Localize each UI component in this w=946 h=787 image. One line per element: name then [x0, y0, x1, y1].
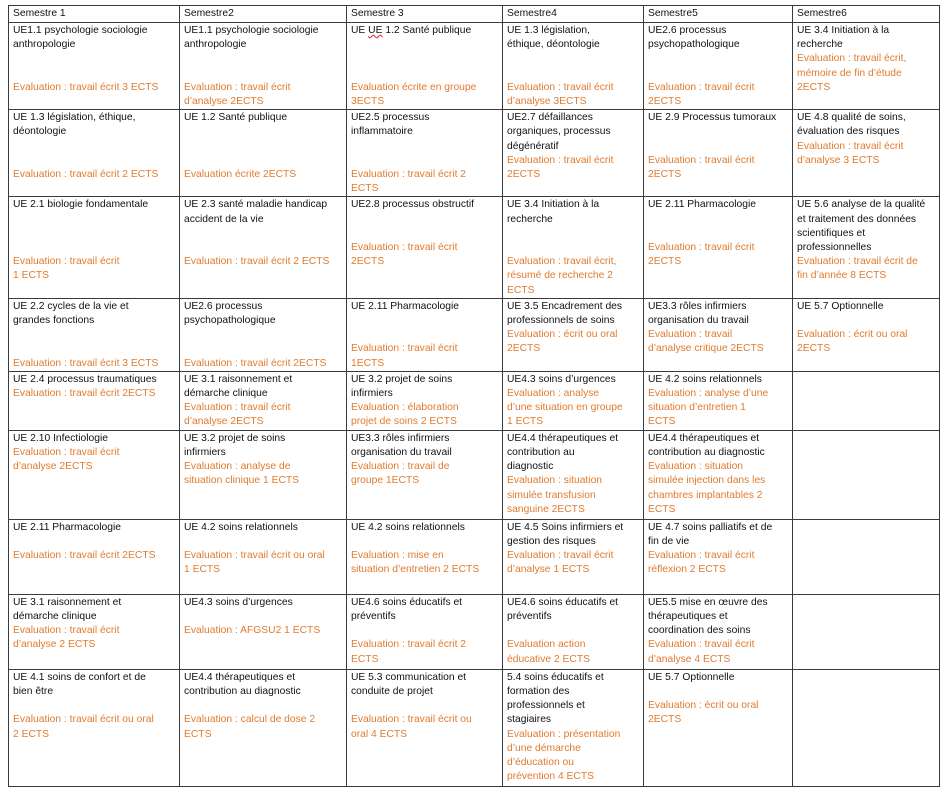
table-cell [347, 669, 503, 786]
ue-evaluation: Evaluation : travail écrit d’analyse 4 ECTS [648, 639, 755, 665]
ue-evaluation: Evaluation : travail écrit 2 ECTS [13, 169, 159, 181]
ue-title: UE1.1 psychologie sociologie anthropologie [13, 25, 148, 51]
ue-evaluation: Evaluation : travail écrit, résumé de recherche 2 ECTS [507, 256, 617, 296]
table-cell [180, 519, 347, 594]
table-row [9, 519, 940, 594]
ue-title: UE4.4 thérapeutiques et contribution au diagnostic [648, 432, 765, 459]
ue-title: UE4.3 soins d’urgences [507, 373, 616, 385]
ue-evaluation: Evaluation : travail écrit 3 ECTS [13, 81, 159, 93]
ue-evaluation: Evaluation : travail écrit d’analyse 1 ECTS [507, 550, 614, 576]
table-cell [644, 23, 793, 110]
table-cell [180, 669, 347, 786]
ue-title: UE2.8 processus obstructif [351, 199, 475, 211]
ue-title: UE3.3 rôles infirmiers organisation du travail [351, 432, 452, 459]
spellcheck-underline: UE [368, 25, 383, 36]
table-cell [644, 197, 793, 298]
ue-title: UE 4.2 soins relationnels [184, 521, 298, 533]
ue-title: UE2.6 processus psychopathologique [648, 25, 740, 51]
ue-evaluation: Evaluation : travail écrit d’analyse 2ECTS [13, 447, 120, 473]
ue-evaluation: Evaluation : analyse de situation clinique 1 ECTS [184, 461, 300, 487]
ue-evaluation: Evaluation : écrit ou oral 2ECTS [648, 700, 759, 726]
ue-title: UE2.7 défaillances organiques, processus dégénératif [507, 112, 611, 152]
ue-evaluation: Evaluation : analyse d’une situation d’entretien 1 ECTS [648, 388, 769, 428]
table-cell [347, 519, 503, 594]
ue-evaluation: Evaluation : travail écrit 2ECTS [184, 357, 327, 369]
ue-evaluation: Evaluation : travail écrit d’analyse 2 ECTS [13, 625, 120, 651]
ue-title: UE 2.11 Pharmacologie [351, 300, 459, 312]
ue-title: UE 4.1 soins de confort et de bien être [13, 671, 146, 698]
ue-evaluation: Evaluation : travail écrit 2ECTS [351, 242, 458, 268]
empty-cell [793, 519, 940, 594]
table-cell [9, 371, 180, 430]
ue-evaluation: Evaluation : travail écrit ou oral 4 ECTS [351, 714, 472, 740]
ue-evaluation: Evaluation : travail écrit, mémoire de fin d’étude 2ECTS [797, 53, 907, 93]
table-cell [180, 110, 347, 197]
ue-evaluation: Evaluation écrite 2ECTS [184, 169, 297, 181]
ue-evaluation: Evaluation : travail écrit 2ECTS [648, 154, 755, 181]
ue-title: UE 1.3 législation, éthique, déontologie [507, 25, 600, 51]
table-cell [503, 197, 644, 298]
ue-evaluation: Evaluation écrite en groupe 3ECTS [351, 81, 477, 108]
table-row [9, 23, 940, 110]
table-cell [9, 298, 180, 371]
ue-title: UE4.4 thérapeutiques et contribution au diagnostic [184, 671, 301, 698]
table-cell [180, 594, 347, 669]
ue-evaluation: Evaluation : analyse d’une situation en groupe 1 ECTS [507, 388, 623, 428]
ue-title: UE 2.10 Infectiologie [13, 432, 109, 444]
table-cell [644, 669, 793, 786]
empty-cell [793, 371, 940, 430]
ue-evaluation: Evaluation : travail écrit 2ECTS [507, 154, 614, 181]
ue-evaluation: Evaluation : travail écrit d’analyse 3 ECTS [797, 140, 904, 166]
table-cell [503, 594, 644, 669]
ue-evaluation: Evaluation : travail écrit réflexion 2 ECTS [648, 550, 755, 576]
table-cell [644, 519, 793, 594]
table-cell [503, 298, 644, 371]
table-cell [503, 371, 644, 430]
ue-title: 5.4 soins éducatifs et formation des professionnels et stagiaires [507, 671, 604, 726]
table-cell [644, 110, 793, 197]
table-cell [347, 594, 503, 669]
ue-title: UE 3.1 raisonnement et démarche clinique [184, 373, 293, 400]
table-cell [793, 110, 940, 197]
ue-title: UE 3.5 Encadrement des professionnels de soins [507, 300, 623, 327]
ue-title: UE 3.1 raisonnement et démarche clinique [13, 596, 122, 623]
table-row [9, 298, 940, 371]
ue-title: UE3.3 rôles infirmiers organisation du travail [648, 300, 749, 327]
ue-evaluation: Evaluation : travail écrit 1ECTS [351, 343, 458, 369]
table-cell [644, 430, 793, 519]
ue-title: UE 4.2 soins relationnels [648, 373, 762, 385]
header-semestre-2: Semestre2 [180, 6, 347, 23]
ue-evaluation: Evaluation : AFGSU2 1 ECTS [184, 625, 321, 637]
table-cell [793, 197, 940, 298]
table-cell [180, 371, 347, 430]
table-cell [347, 110, 503, 197]
ue-title: UE 2.11 Pharmacologie [648, 199, 756, 211]
table-cell [503, 669, 644, 786]
header-semestre-3: Semestre 3 [347, 6, 503, 23]
empty-cell [793, 594, 940, 669]
ue-evaluation: Evaluation : travail écrit 2 ECTS [351, 169, 467, 195]
table-cell [503, 23, 644, 110]
ue-title: UE 4.7 soins palliatifs et de fin de vie [648, 521, 773, 548]
ue-evaluation: Evaluation : travail écrit 3 ECTS [13, 357, 159, 369]
ue-evaluation: Evaluation : travail écrit 2ECTS [13, 388, 156, 400]
table-cell [9, 594, 180, 669]
empty-cell [793, 669, 940, 786]
header-row [9, 6, 940, 23]
table-cell [347, 371, 503, 430]
ue-title: UE UE 1.2 Santé publique [351, 25, 472, 36]
ue-evaluation: Evaluation : travail d’analyse critique 2ECTS [648, 329, 764, 355]
ue-evaluation: Evaluation : écrit ou oral 2ECTS [797, 329, 908, 355]
ue-evaluation: Evaluation : travail écrit ou oral 1 ECTS [184, 550, 325, 576]
ue-evaluation: Evaluation : calcul de dose 2 ECTS [184, 714, 316, 740]
ue-title: UE 1.3 législation, éthique, déontologie [13, 112, 136, 138]
table-cell [180, 430, 347, 519]
ue-title: UE 5.7 Optionnelle [648, 671, 735, 683]
table-cell [9, 430, 180, 519]
table-cell [180, 298, 347, 371]
ue-title: UE 4.8 qualité de soins, évaluation des risques [797, 112, 906, 138]
ue-title: UE 2.4 processus traumatiques [13, 373, 157, 385]
table-row [9, 197, 940, 298]
ue-evaluation: Evaluation : travail écrit 2ECTS [648, 81, 755, 108]
table-cell [9, 669, 180, 786]
ue-evaluation: Evaluation : travail écrit d’analyse 2ECTS [184, 81, 291, 108]
table-cell [347, 23, 503, 110]
empty-cell [793, 430, 940, 519]
table-row [9, 371, 940, 430]
table-cell [644, 371, 793, 430]
ue-title: UE 4.5 Soins infirmiers et gestion des risques [507, 521, 624, 548]
ue-evaluation: Evaluation : travail écrit 1 ECTS [13, 256, 120, 282]
ue-title: UE1.1 psychologie sociologie anthropologie [184, 25, 319, 51]
table-row [9, 110, 940, 197]
table-cell [347, 430, 503, 519]
ue-evaluation: Evaluation : travail écrit 2ECTS [13, 550, 156, 562]
table-row [9, 669, 940, 786]
ue-title: UE5.5 mise en œuvre des thérapeutiques et coordination des soins [648, 596, 768, 637]
ue-title: UE 2.9 Processus tumoraux [648, 112, 777, 124]
ue-title: UE 2.11 Pharmacologie [13, 521, 121, 533]
ue-title: UE4.6 soins éducatifs et préventifs [351, 596, 463, 623]
table-cell [9, 519, 180, 594]
ue-title: UE 4.2 soins relationnels [351, 521, 465, 533]
table-cell [503, 430, 644, 519]
table-cell [503, 519, 644, 594]
ue-title: UE 5.7 Optionnelle [797, 300, 884, 312]
table-cell [9, 23, 180, 110]
ue-title: UE 2.2 cycles de la vie et grandes fonctions [13, 300, 129, 327]
ue-evaluation: Evaluation : écrit ou oral 2ECTS [507, 329, 618, 355]
ue-title: UE 3.4 Initiation à la recherche [507, 199, 600, 225]
ue-evaluation: Evaluation : travail écrit ou oral 2 ECTS [13, 714, 154, 740]
ue-evaluation: Evaluation : mise en situation d’entretien 2 ECTS [351, 550, 480, 576]
ue-evaluation: Evaluation : travail écrit d’analyse 2ECTS [184, 402, 291, 428]
ue-title: UE 5.6 analyse de la qualité et traitement des données scientifiques et professionnelles [797, 199, 926, 254]
ue-title: UE 3.2 projet de soins infirmiers [184, 432, 286, 459]
ue-evaluation: Evaluation : travail écrit 2 ECTS [184, 256, 330, 268]
table-cell [644, 298, 793, 371]
table-cell [9, 110, 180, 197]
ue-evaluation: Evaluation : travail écrit 2 ECTS [351, 639, 467, 665]
ue-evaluation: Evaluation : travail de groupe 1ECTS [351, 461, 450, 487]
table-cell [644, 594, 793, 669]
ue-title: UE 5.3 communication et conduite de projet [351, 671, 467, 698]
table-cell [9, 197, 180, 298]
ue-evaluation: Evaluation : travail écrit de fin d’année 8 ECTS [797, 256, 918, 282]
ue-title: UE4.4 thérapeutiques et contribution au diagnostic [507, 432, 619, 473]
table-cell [793, 298, 940, 371]
ue-title: UE 3.2 projet de soins infirmiers [351, 373, 453, 400]
ue-evaluation: Evaluation : situation simulée injection dans les chambres implantables 2 ECTS [648, 461, 766, 515]
curriculum-table [8, 5, 940, 787]
table-row [9, 430, 940, 519]
ue-evaluation: Evaluation : présentation d’une démarche d’éducation ou prévention 4 ECTS [507, 728, 621, 783]
ue-evaluation: Evaluation : élaboration projet de soins 2 ECTS [351, 402, 459, 428]
ue-title: UE 2.1 biologie fondamentale [13, 199, 149, 211]
ue-evaluation: Evaluation : situation simulée transfusion sanguine 2ECTS [507, 475, 603, 515]
ue-title: UE4.6 soins éducatifs et préventifs [507, 596, 619, 623]
ue-title: UE 2.3 santé maladie handicap accident de la vie [184, 199, 328, 225]
header-semestre-5: Semestre5 [644, 6, 793, 23]
table-cell [503, 110, 644, 197]
table-cell [347, 298, 503, 371]
table-row [9, 594, 940, 669]
header-semestre-6: Semestre6 [793, 6, 940, 23]
table-cell [180, 23, 347, 110]
table-cell [347, 197, 503, 298]
ue-title: UE2.6 processus psychopathologique [184, 300, 276, 327]
ue-title: UE2.5 processus inflammatoire [351, 112, 430, 138]
ue-evaluation: Evaluation action éducative 2 ECTS [507, 639, 590, 665]
ue-title: UE 1.2 Santé publique [184, 112, 288, 124]
ue-evaluation: Evaluation : travail écrit 2ECTS [648, 242, 755, 268]
ue-title: UE4.3 soins d’urgences [184, 596, 293, 608]
ue-title: UE 3.4 Initiation à la recherche [797, 25, 890, 51]
table-cell [180, 197, 347, 298]
header-semestre-4: Semestre4 [503, 6, 644, 23]
ue-evaluation: Evaluation : travail écrit d’analyse 3ECTS [507, 81, 614, 108]
table-cell [793, 23, 940, 110]
header-semestre-1: Semestre 1 [9, 6, 180, 23]
